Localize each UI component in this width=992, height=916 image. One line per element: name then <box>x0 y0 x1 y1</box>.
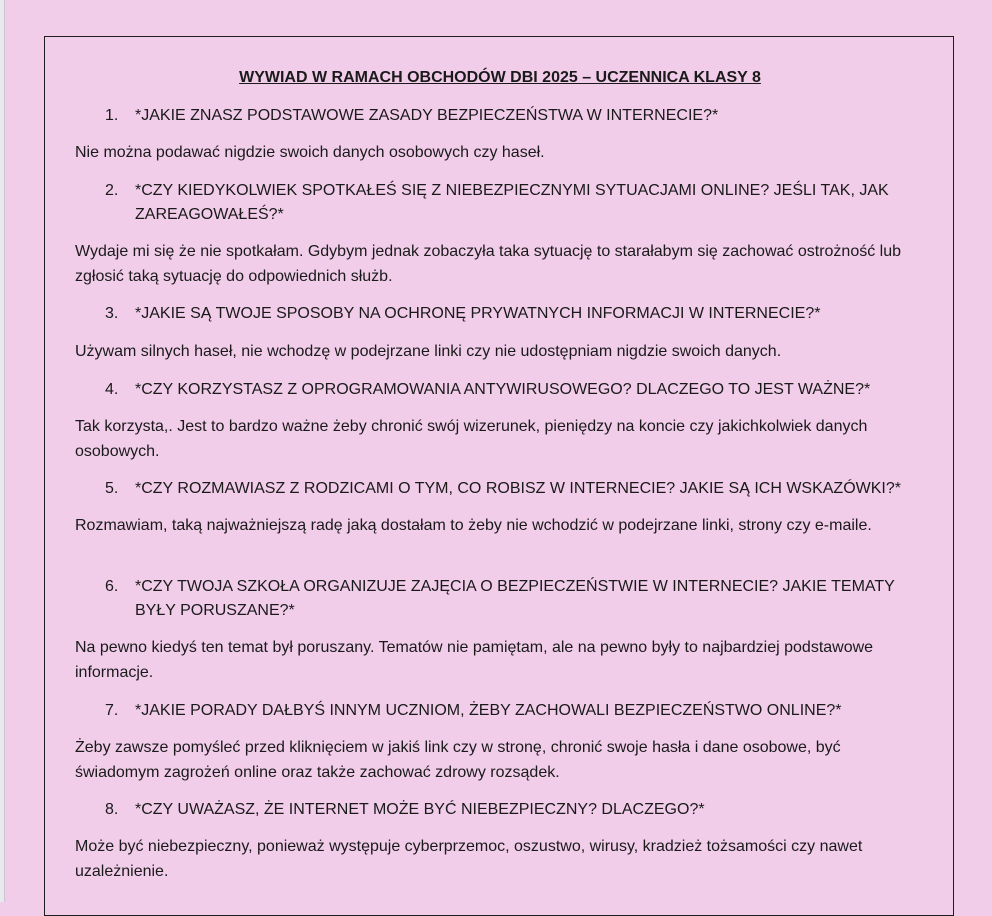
document-page <box>44 36 954 916</box>
answer-4: Tak korzysta,. Jest to bardzo ważne żeby chronić swój wizerunek, pieniędzy na koncie czy jakichkolwiek danych osobowych. <box>75 418 868 460</box>
question-text: *JAKIE ZNASZ PODSTAWOWE ZASADY BEZPIECZEŃSTWA W INTERNECIE?* <box>135 107 719 124</box>
answer-2: Wydaje mi się że nie spotkałam. Gdybym jednak zobaczyła taka sytuację to starałabym się zachować ostrożność lub zgłosić taką sytuację do odpowiednich służb. <box>75 243 902 285</box>
question-number: 3. <box>105 305 119 322</box>
question-text: *CZY KIEDYKOLWIEK SPOTKAŁEŚ SIĘ Z NIEBEZPIECZNYMI SYTUACJAMI ONLINE? JEŚLI TAK, JAK ZAREAGOWAŁEŚ?* <box>135 182 889 223</box>
question-text: *CZY KORZYSTASZ Z OPROGRAMOWANIA ANTYWIRUSOWEGO? DLACZEGO TO JEST WAŻNE?* <box>135 381 871 398</box>
question-number: 8. <box>105 801 119 818</box>
answer-5: Rozmawiam, taką najważniejszą radę jaką dostałam to żeby nie wchodzić w podejrzane linki, strony czy e-maile. <box>75 517 872 534</box>
answer-7: Żeby zawsze pomyśleć przed kliknięciem w jakiś link czy w stronę, chronić swoje hasła i dane osobowe, być świadomym zagrożeń online oraz także zachować zdrowy rozsądek. <box>75 739 841 781</box>
question-2 <box>105 179 895 227</box>
question-number: 1. <box>105 107 119 124</box>
question-number: 4. <box>105 381 119 398</box>
answer-6: Na pewno kiedyś ten temat był poruszany. Tematów nie pamiętam, ale na pewno były to najbardziej podstawowe informacje. <box>75 639 874 681</box>
answer-8: Może być niebezpieczny, ponieważ występuje cyberprzemoc, oszustwo, wirusy, kradzież tożsamości czy nawet uzależnienie. <box>75 838 863 880</box>
document-title: WYWIAD W RAMACH OBCHODÓW DBI 2025 – UCZENNICA KLASY 8 <box>239 69 761 86</box>
answer-3: Używam silnych haseł, nie wchodzę w podejrzane linki czy nie udostępniam nigdzie swoich danych. <box>75 343 782 360</box>
question-number: 2. <box>105 182 119 199</box>
question-text: *JAKIE SĄ TWOJE SPOSOBY NA OCHRONĘ PRYWATNYCH INFORMACJI W INTERNECIE?* <box>135 305 821 322</box>
question-text: *CZY ROZMAWIASZ Z RODZICAMI O TYM, CO ROBISZ W INTERNECIE? JAKIE SĄ ICH WSKAZÓWKI?* <box>135 480 901 497</box>
question-number: 7. <box>105 702 119 719</box>
answer-1: Nie można podawać nigdzie swoich danych osobowych czy haseł. <box>75 144 545 161</box>
question-text: *CZY TWOJA SZKOŁA ORGANIZUJE ZAJĘCIA O BEZPIECZEŃSTWIE W INTERNECIE? JAKIE TEMATY BYŁY PORUSZANE?* <box>135 578 895 619</box>
question-6 <box>105 575 895 623</box>
question-number: 5. <box>105 480 119 497</box>
question-text: *JAKIE PORADY DAŁBYŚ INNYM UCZNIOM, ŻEBY ZACHOWALI BEZPIECZEŃSTWO ONLINE?* <box>135 702 842 719</box>
question-number: 6. <box>105 578 119 595</box>
question-text: *CZY UWAŻASZ, ŻE INTERNET MOŻE BYĆ NIEBEZPIECZNY? DLACZEGO?* <box>135 801 705 818</box>
window-left-edge <box>0 0 5 902</box>
